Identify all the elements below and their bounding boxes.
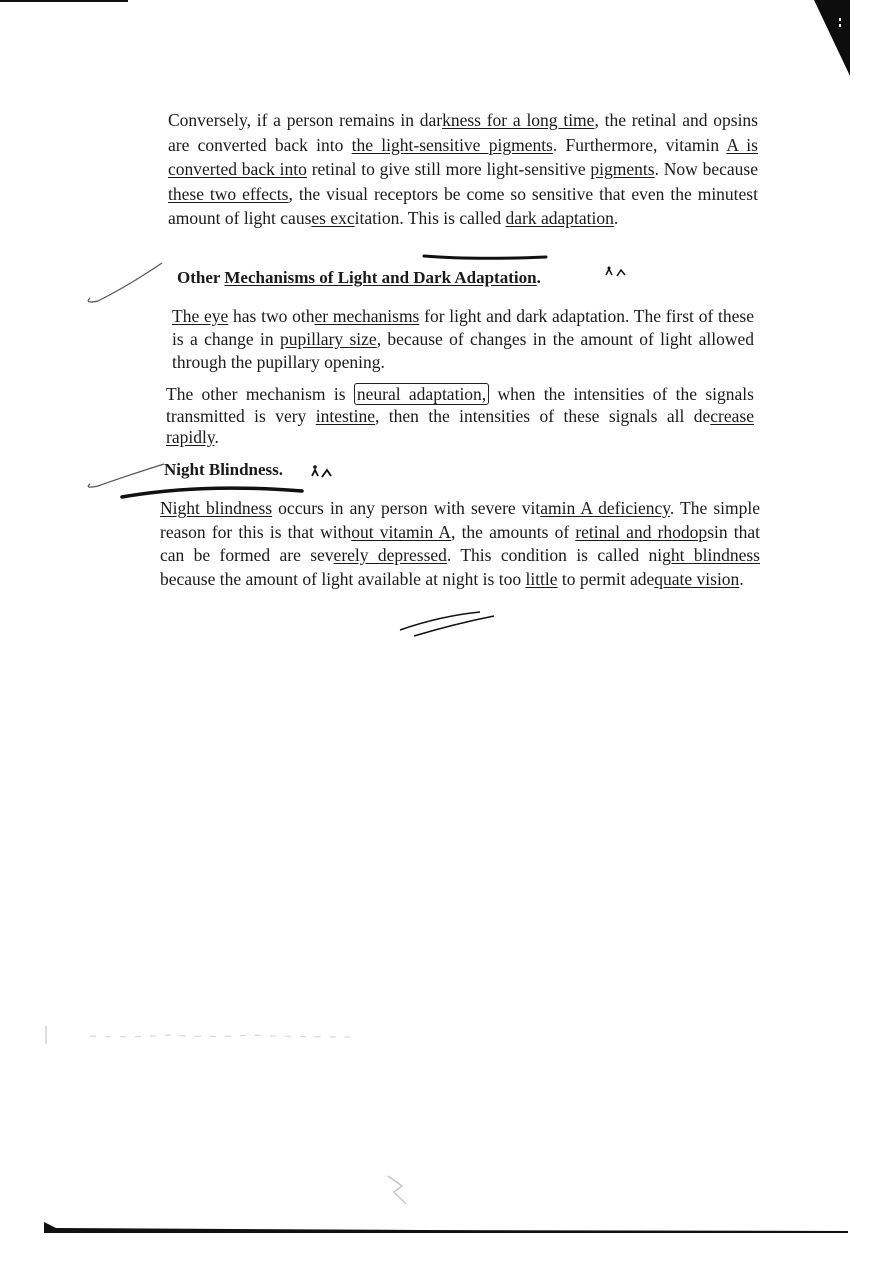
text-run: for light and dark adaptation. The first of these is a change in <box>172 306 754 349</box>
heading-text: Other <box>177 268 225 287</box>
heading-text-underlined: Mechanisms of Light and Dark Adaptation <box>224 268 537 287</box>
text-run: . The simple reason for this is that with <box>160 498 761 542</box>
underlined-text: little <box>525 568 558 589</box>
underlined-text: kness for a long time <box>442 110 595 130</box>
heading-text: Night Blindness. <box>164 460 284 479</box>
underlined-text: es exc <box>311 208 355 228</box>
underlined-text: Night blindness <box>160 498 273 518</box>
text-run: , the amounts of <box>451 521 576 542</box>
text-run: . <box>739 568 744 589</box>
text-run: , then the intensities of these signals all de <box>375 405 711 426</box>
text-run: , the retinal and opsins are converted back into <box>168 110 758 155</box>
underlined-text: retinal and rhodop <box>575 521 708 542</box>
text-run: has two oth <box>228 306 315 326</box>
underlined-text: A is converted back into <box>168 134 758 179</box>
text-run: sin that can be formed are sev <box>160 521 761 565</box>
underlined-text: these two effects <box>168 183 289 204</box>
underlined-text: dark adaptation <box>505 208 614 228</box>
text-run: , the visual receptors be come so sensitive that even the minutest amount of light caus <box>168 183 758 228</box>
underlined-text: er mechanisms <box>314 306 420 326</box>
text-run: . <box>613 208 619 228</box>
heading-night-blindness <box>164 460 283 480</box>
paragraph-dark-adaptation <box>168 108 758 231</box>
text-run: . Now because <box>654 159 759 179</box>
underlined-text: out vitamin A <box>351 521 452 542</box>
heading-other-mechanisms <box>177 268 541 288</box>
paragraph-eye-mechanisms <box>172 305 754 374</box>
text-run: . <box>214 427 219 447</box>
paragraph-neural-adaptation <box>166 384 754 449</box>
text-run: , because of changes in the amount of light allowed through the pupillary opening. <box>172 329 754 372</box>
underlined-text: amin A deficiency <box>540 498 670 518</box>
underlined-text: pupillary size <box>279 329 377 349</box>
underlined-text: The eye <box>172 306 229 326</box>
underlined-text: ght blindness <box>662 545 760 565</box>
text-run: The other mechanism is <box>166 384 354 404</box>
underlined-text: pigments <box>590 159 655 179</box>
text-run: . Furthermore, vitamin <box>552 134 727 155</box>
text-run: . This condition is called ni <box>446 545 663 565</box>
underlined-text: quate vision <box>654 568 740 589</box>
underlined-text: crease rapidly <box>166 405 754 447</box>
text-run: because the amount of light available at night is too <box>160 568 526 589</box>
underlined-text: the light-sensitive pigments <box>351 134 553 155</box>
underlined-text: intestine <box>315 405 376 426</box>
underlined-text: erely depressed <box>333 545 447 565</box>
heading-text: . <box>536 268 541 287</box>
boxed-text: neural adaptation, <box>354 383 489 405</box>
text-run: when the intensities of the signals transmitted is very <box>166 384 754 426</box>
text-run: to permit ade <box>557 568 655 589</box>
text-run: occurs in any person with severe vit <box>272 498 541 518</box>
text-run: Conversely, if a person remains in dar <box>168 110 443 130</box>
text-run: itation. This is called <box>354 208 506 228</box>
paragraph-night-blindness <box>160 497 760 591</box>
text-run: retinal to give still more light-sensitive <box>306 159 591 179</box>
